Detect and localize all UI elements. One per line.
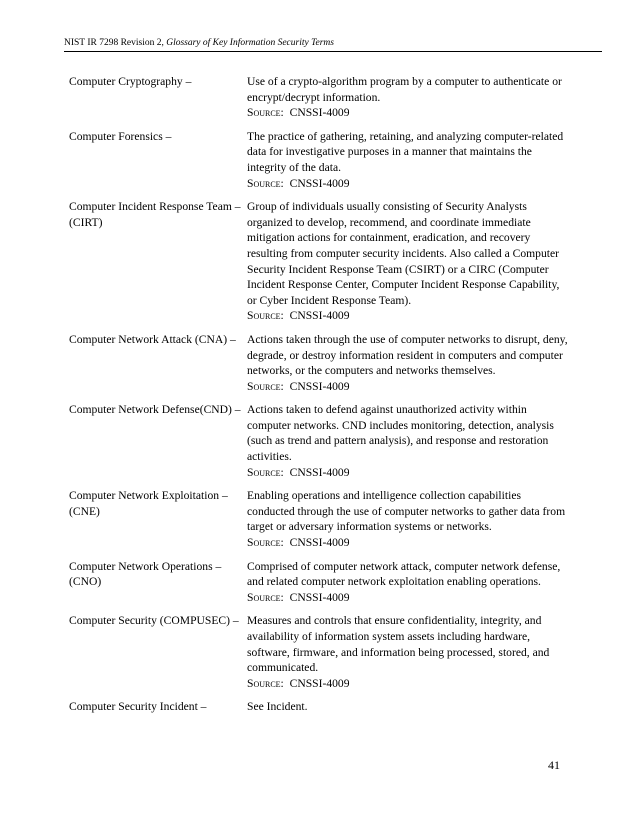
entry-definition: Group of individuals usually consisting of Security Analysts organized to develop, recommend, and coordinate immediate mitigation actions for containment, eradication, and recovery resulting from computer security incidents. Also called a Computer Security Incident Response Team (CSIRT) or a CIRC (Computer Incident Response Center, Computer Incident Response Capability, or Cyber Incident Response Team). [247, 200, 560, 307]
glossary-entry [69, 488, 569, 550]
header-doc-id: NIST IR 7298 Revision 2, [64, 38, 167, 48]
entry-definition: See Incident. [247, 700, 308, 714]
entry-source [247, 176, 569, 192]
entry-term: Computer Forensics – [69, 129, 172, 143]
entry-definition: Actions taken to defend against unauthorized activity within computer networks. CND includes monitoring, detection, analysis (such as trend and pattern analysis), and response and restoration activities. [247, 403, 554, 464]
source-label: Source: [247, 106, 284, 120]
running-header [64, 37, 602, 52]
entry-definition: Use of a crypto-algorithm program by a computer to authenticate or encrypt/decrypt information. [247, 75, 562, 104]
entry-term: Computer Security (COMPUSEC) – [69, 614, 239, 628]
source-label: Source: [247, 379, 284, 393]
source-value: CNSSI-4009 [289, 106, 350, 120]
entry-definition-block [247, 74, 569, 121]
source-value: CNSSI-4009 [289, 379, 350, 393]
entry-definition-block [247, 332, 569, 394]
entry-definition: Comprised of computer network attack, computer network defense, and related computer network exploitation enabling operations. [247, 559, 561, 589]
page-number: 41 [548, 758, 560, 772]
source-label: Source: [247, 676, 284, 690]
source-label: Source: [247, 536, 284, 550]
entry-definition: Actions taken through the use of computer networks to disrupt, deny, degrade, or destroy information resident in computers and computer networks, or the computers and networks themselves. [247, 332, 568, 378]
glossary-entry [69, 402, 569, 480]
source-label: Source: [247, 176, 284, 190]
entry-definition-block [247, 559, 569, 606]
source-value: CNSSI-4009 [289, 465, 350, 479]
entry-term: Computer Network Exploitation – (CNE) [69, 489, 228, 518]
entry-definition: The practice of gathering, retaining, and analyzing computer-related data for investigative purposes in a manner that maintains the integrity of the data. [247, 129, 564, 174]
entry-definition-block [247, 699, 569, 715]
source-value: CNSSI-4009 [289, 536, 350, 550]
entry-source [247, 590, 569, 606]
entry-definition: Measures and controls that ensure confidentiality, integrity, and availability of information system assets including hardware, software, firmware, and information being processed, stored, and communicated. [247, 614, 550, 675]
entry-definition: Enabling operations and intelligence collection capabilities conducted through the use of computer networks to gather data from target or adversary information systems or networks. [247, 489, 566, 534]
entry-source [247, 535, 569, 551]
entry-source [247, 676, 569, 692]
glossary-entry [69, 129, 569, 191]
glossary-entries [69, 74, 569, 723]
entry-term: Computer Network Defense(CND) – [69, 403, 241, 417]
entry-definition-block [247, 488, 569, 550]
glossary-entry [69, 74, 569, 121]
entry-source [247, 308, 569, 324]
entry-term: Computer Network Attack (CNA) – [69, 332, 236, 346]
entry-term: Computer Network Operations – (CNO) [69, 559, 222, 589]
entry-term: Computer Security Incident – [69, 700, 207, 714]
entry-term: Computer Cryptography – [69, 75, 192, 88]
source-value: CNSSI-4009 [289, 309, 350, 323]
source-label: Source: [247, 590, 284, 604]
source-label: Source: [247, 309, 284, 323]
entry-source [247, 105, 569, 121]
entry-definition-block [247, 129, 569, 191]
entry-definition-block [247, 402, 569, 480]
entry-source [247, 465, 569, 481]
entry-definition-block [247, 199, 569, 324]
entry-definition-block [247, 613, 569, 691]
glossary-entry [69, 332, 569, 394]
source-value: CNSSI-4009 [289, 590, 350, 604]
source-value: CNSSI-4009 [289, 676, 350, 690]
glossary-entry [69, 699, 569, 715]
glossary-entry [69, 199, 569, 324]
glossary-entry [69, 559, 569, 606]
source-label: Source: [247, 465, 284, 479]
glossary-entry [69, 613, 569, 691]
header-doc-title: Glossary of Key Information Security Terms [166, 38, 334, 48]
entry-term: Computer Incident Response Team – (CIRT) [69, 200, 241, 229]
source-value: CNSSI-4009 [289, 176, 350, 190]
entry-source [247, 379, 569, 395]
